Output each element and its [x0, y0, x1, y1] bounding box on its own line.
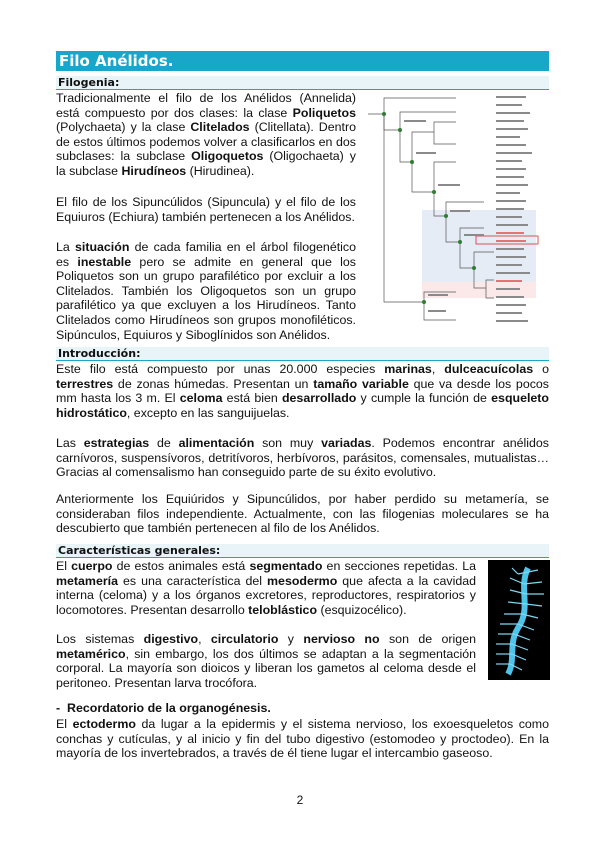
bullet-marker: - — [56, 701, 68, 715]
text-run: (Clitellata). Dentro de estos últimos podemos volver a clasificarlos en dos subclases: la subclase — [56, 120, 356, 164]
text-run: de zonas húmedas. Presentan un — [113, 376, 314, 391]
bold-term: metamérico — [56, 646, 126, 661]
text-run: de cada familia en el árbol filogenético es — [56, 240, 356, 269]
organogenesis-bullet — [56, 701, 271, 715]
section-header-filogenia — [56, 76, 549, 90]
introduccion-paragraph-1 — [56, 362, 549, 420]
bold-term: alimentación — [178, 436, 255, 450]
text-run: (Oligochaeta) y la subclase — [56, 149, 356, 178]
text-run: y — [278, 632, 304, 646]
text-run: da lugar a la epidermis y el sistema nervioso, los exoesqueletos como conchas y cutículas, y al inicio y fin del tubo digestivo (estomodeo y proctodeo). En la mayoría de los invertebrados, a través de él tiene lugar el intercambio gaseoso. — [56, 717, 549, 761]
bold-term: terrestres — [56, 376, 114, 391]
page-title-bar — [56, 51, 549, 71]
section-header-caracteristicas — [56, 544, 549, 558]
text-run: de — [149, 436, 179, 450]
caracteristicas-paragraph-3 — [56, 717, 549, 761]
bold-term: Clitelados — [190, 120, 250, 135]
text-run: de estos animales está — [112, 559, 250, 573]
bold-term: mesodermo — [267, 573, 338, 588]
bold-term: metamería — [56, 573, 118, 588]
text-run: son muy — [254, 436, 322, 450]
bold-term: dulceacuícolas — [444, 362, 534, 376]
introduccion-paragraph-2 — [56, 436, 549, 480]
bold-term: cuerpo — [71, 559, 113, 573]
text-run: Anteriormente los Equiúridos y Sipuncúlidos, por haber perdido su metamería, se consideraban filos independiente. Actualmente, con las filogenias moleculares se ha descubierto que también pertenecen al filo de los Anélidos. — [56, 492, 549, 536]
caracteristicas-paragraph-1 — [56, 559, 476, 617]
bold-term: segmentado — [249, 559, 323, 573]
text-run: , sin embargo, los dos últimos se adaptan a la segmentación corporal. La mayoría son dioicos y liberan los gametos al celoma desde el peritoneo. Presentan larva trocófora. — [56, 646, 476, 690]
text-run: , — [198, 632, 211, 646]
filogenia-paragraph-2 — [56, 195, 356, 224]
text-run: es una característica del — [118, 573, 268, 588]
bold-term: situación — [75, 240, 130, 254]
bold-term: marinas — [384, 362, 432, 376]
text-run: , — [431, 362, 445, 376]
text-run: (Polychaeta) y la clase — [56, 120, 191, 135]
bold-term: tamaño variable — [313, 376, 409, 391]
text-run: que va desde los pocos mm hasta los 3 m. El — [56, 376, 549, 406]
bold-term: ectodermo — [72, 717, 136, 731]
text-run: (esquizocélico). — [317, 602, 407, 617]
text-run: La — [56, 240, 75, 254]
text-run: El — [56, 717, 73, 731]
text-run: , excepto en las sanguijuelas. — [126, 405, 290, 420]
text-run: en secciones repetidas. La — [322, 559, 476, 573]
text-run: está bien — [222, 391, 282, 406]
phylogenetic-tree-image — [364, 92, 549, 330]
bold-term: variadas — [321, 436, 372, 450]
bold-term: celoma — [179, 391, 223, 406]
bold-term: circulatorio — [210, 632, 279, 646]
text-run: Los sistemas — [56, 632, 144, 646]
caracteristicas-paragraph-2 — [56, 632, 476, 690]
text-run: (Hirudinea). — [186, 163, 255, 178]
section-title-caracteristicas: Características generales: — [58, 544, 221, 557]
text-run: y cumple la función de — [356, 391, 492, 406]
bold-term: nervioso no — [303, 632, 380, 646]
bold-term: Hirudíneos — [121, 163, 187, 178]
text-run: Las — [56, 436, 84, 450]
text-run: El filo de los Sipuncúlidos (Sipuncula) y el filo de los Equiuros (Echiura) también pertenecen a los Anélidos. — [56, 195, 356, 224]
page-number: 2 — [296, 793, 304, 807]
annelid-xray-image — [488, 560, 550, 680]
bold-term: teloblástico — [248, 602, 318, 617]
bold-term: inestable — [77, 254, 132, 269]
text-run: Tradicionalmente el filo de los Anélidos (Annelida) está compuesto por dos clases: la clase — [56, 91, 356, 120]
text-run: que afecta a la cavidad interna (celoma) y a los órganos excretores, reproductores, respiratorios y locomotores. Presentan desarrollo — [56, 573, 476, 617]
filogenia-paragraph-3 — [56, 240, 356, 342]
bold-term: Poliquetos — [292, 105, 356, 120]
page-title: Filo Anélidos. — [59, 52, 174, 70]
text-run: son de origen — [379, 632, 476, 646]
bold-term: esqueleto hidrostático — [56, 391, 549, 420]
bold-term: desarrollado — [281, 391, 357, 406]
bold-term: digestivo — [143, 632, 199, 646]
section-title-filogenia: Filogenia: — [58, 76, 120, 89]
text-run: Este filo está compuesto por unas 20.000 especies — [56, 362, 385, 376]
filogenia-paragraph-1 — [56, 91, 356, 179]
text-run: El — [56, 559, 72, 573]
text-run: . Podemos encontrar anélidos carnívoros, suspensívoros, detritívoros, herbívoros, parásitos, comensales, mutualistas… Gracias al comensalismo han conseguido parte de su éxito evolutivo. — [56, 436, 550, 480]
text-run: o — [533, 362, 550, 376]
text-run: pero se admite en general que los Poliquetos son un grupo parafilético por excluir a los Clitelados. También los Oligoquetos son un grupo parafilético ya que excluyen a los Hirudíneos. Tanto Clitelados como Hirudíneos son grupos monofiléticos. Sipúnculos, Equiuros y Siboglínidos son Anélidos. — [56, 254, 356, 342]
bold-term: Oligoquetos — [191, 149, 264, 164]
section-title-introduccion: Introducción: — [58, 347, 141, 360]
section-header-introduccion — [56, 347, 549, 361]
bold-term: estrategias — [83, 436, 150, 450]
bullet-text: Recordatorio de la organogénesis. — [67, 701, 271, 715]
introduccion-paragraph-3 — [56, 492, 549, 536]
